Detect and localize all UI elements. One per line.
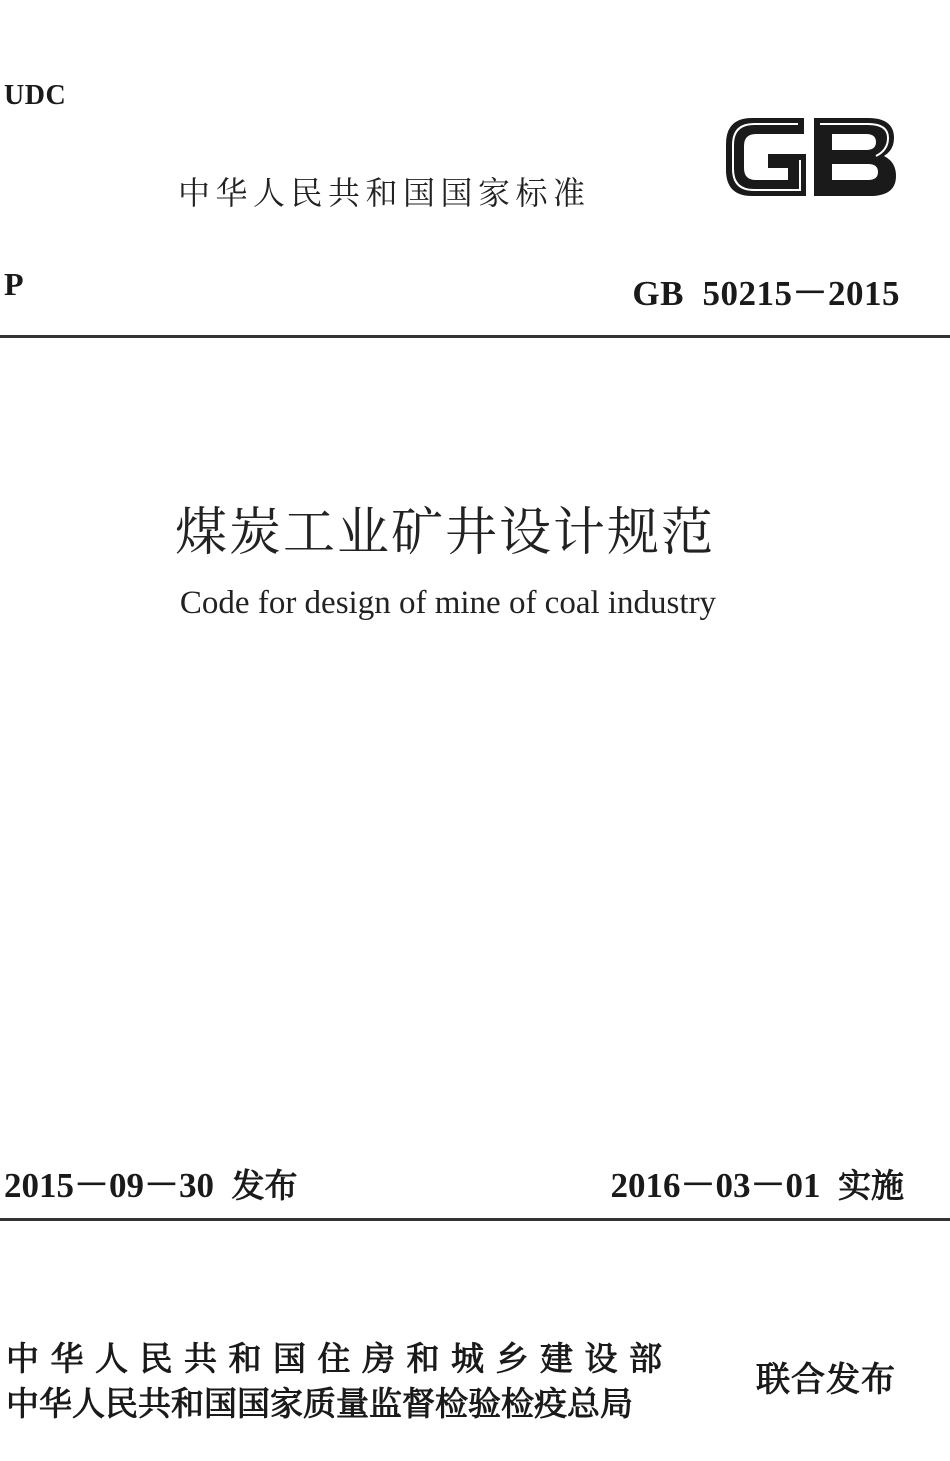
standard-number: GB 50215－2015: [632, 274, 900, 313]
implement-date-line: [610, 1158, 904, 1208]
issue-date: 2015－09－30: [4, 1166, 215, 1205]
standard-type: 中华人民共和国国家标准: [178, 174, 591, 212]
issuer-ministry: 中华人民共和国住房和城乡建设部: [6, 1339, 674, 1378]
document-title-english: Code for design of mine of coal industry: [179, 585, 717, 621]
implement-label: 实施: [838, 1166, 904, 1205]
issue-label: 发布: [231, 1166, 298, 1205]
gb-logo-icon: [718, 108, 902, 204]
document-title-chinese: 煤炭工业矿井设计规范: [174, 503, 715, 563]
issuer-administration: 中华人民共和国国家质量监督检验检疫总局: [6, 1384, 633, 1423]
header-divider: [0, 335, 950, 338]
joint-issue-label: 联合发布: [756, 1360, 896, 1400]
footer-divider: [0, 1218, 950, 1221]
udc-label: UDC: [4, 80, 67, 111]
issue-date-line: [4, 1158, 298, 1208]
classification-code: P: [4, 266, 24, 302]
implement-date: 2016－03－01: [610, 1166, 821, 1205]
